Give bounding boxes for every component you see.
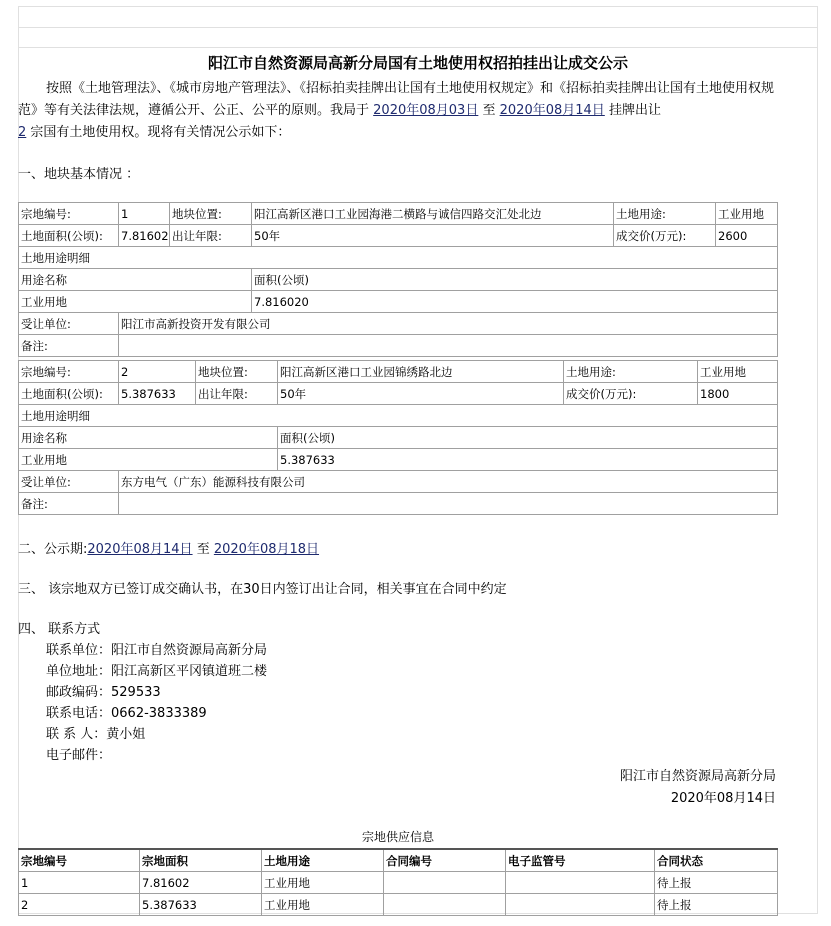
table-row xyxy=(19,894,778,916)
page-title: 阳江市自然资源局高新分局国有土地使用权招拍挂出让成交公示 xyxy=(207,54,628,72)
parcel-grantee: 阳江市高新投资开发有限公司 xyxy=(119,313,778,335)
parcel-count: 2 xyxy=(18,125,27,140)
cell-parcel-no: 1 xyxy=(19,872,140,894)
intro-text: 挂牌出让 xyxy=(608,103,661,118)
label-usage-name: 用途名称 xyxy=(19,427,278,449)
parcel-area: 7.81602 xyxy=(119,225,170,247)
signature-org: 阳江市自然资源局高新分局 xyxy=(619,769,776,784)
signature-date: 2020年08月14日 xyxy=(670,791,776,806)
label-usage-name: 用途名称 xyxy=(19,269,252,291)
section-3: 三、 该宗地双方已签订成交确认书，在30日内签订出让合同，相关事宜在合同中约定 xyxy=(18,582,507,597)
label-price: 成交价(万元): xyxy=(564,383,698,405)
cell-usage: 工业用地 xyxy=(262,872,384,894)
section-2 xyxy=(18,538,319,557)
label-usage: 土地用途: xyxy=(614,203,716,225)
cell-contract-no xyxy=(384,894,506,916)
label-parcel-no: 宗地编号: xyxy=(19,203,119,225)
divider xyxy=(18,27,818,28)
contact-email: 电子邮件： xyxy=(46,748,112,763)
divider xyxy=(18,47,818,48)
parcel-no: 1 xyxy=(119,203,170,225)
label-area-ha: 面积(公顷) xyxy=(252,269,778,291)
column-header: 宗地编号 xyxy=(19,849,140,872)
label-price: 成交价(万元): xyxy=(614,225,716,247)
column-header: 宗地面积 xyxy=(140,849,262,872)
column-header: 合同状态 xyxy=(655,849,778,872)
listing-start-date: 2020年08月03日 xyxy=(373,103,479,118)
cell-usage: 工业用地 xyxy=(262,894,384,916)
label-area-ha: 面积(公顷) xyxy=(278,427,778,449)
cell-status: 待上报 xyxy=(655,872,778,894)
label-area: 土地面积(公顷): xyxy=(19,225,119,247)
intro-text: 宗国有土地使用权。现将有关情况公示如下： xyxy=(30,125,291,140)
parcel-location: 阳江高新区港口工业园海港二横路与诚信四路交汇处北边 xyxy=(252,203,614,225)
label-usage-detail: 土地用途明细 xyxy=(19,405,778,427)
parcel-remarks xyxy=(119,493,778,515)
cell-status: 待上报 xyxy=(655,894,778,916)
contact-address: 单位地址：阳江高新区平冈镇道班二楼 xyxy=(46,664,268,679)
section-2-label: 二、公示期: xyxy=(18,542,88,557)
detail-usage: 工业用地 xyxy=(19,449,278,471)
parcel-remarks xyxy=(119,335,778,357)
parcel-term: 50年 xyxy=(278,383,564,405)
parcel-table-2 xyxy=(18,360,778,515)
label-location: 地块位置: xyxy=(196,361,278,383)
notice-start-date: 2020年08月14日 xyxy=(87,542,193,557)
detail-area: 7.816020 xyxy=(252,291,778,313)
section-1-title: 一、地块基本情况 ： xyxy=(18,167,140,182)
parcel-location: 阳江高新区港口工业园锦绣路北边 xyxy=(278,361,564,383)
label-grantee: 受让单位: xyxy=(19,471,119,493)
label-grantee: 受让单位: xyxy=(19,313,119,335)
detail-usage: 工业用地 xyxy=(19,291,252,313)
label-parcel-no: 宗地编号: xyxy=(19,361,119,383)
parcel-price: 1800 xyxy=(698,383,778,405)
to-word: 至 xyxy=(482,103,496,118)
cell-parcel-no: 2 xyxy=(19,894,140,916)
label-remarks: 备注: xyxy=(19,493,119,515)
parcel-term: 50年 xyxy=(252,225,614,247)
cell-area: 5.387633 xyxy=(140,894,262,916)
cell-area: 7.81602 xyxy=(140,872,262,894)
contact-person: 联 系 人：黄小姐 xyxy=(46,727,146,742)
column-header: 土地用途 xyxy=(262,849,384,872)
intro-text: 按照《土地管理法》、《城市房地产管理法》、《招标拍卖挂牌出让国有土地使用权规定》和《招标拍卖挂牌出让国有土地使用权规范》等有关法律法规，遵循公开、公正、公平的原则。我局于 xyxy=(18,81,775,118)
notice-end-date: 2020年08月18日 xyxy=(213,542,320,557)
parcel-table-1 xyxy=(18,202,778,357)
label-usage-detail: 土地用途明细 xyxy=(19,247,778,269)
parcel-usage: 工业用地 xyxy=(716,203,778,225)
to-word: 至 xyxy=(196,542,210,557)
section-4-title: 四、 联系方式 xyxy=(18,622,101,637)
label-usage: 土地用途: xyxy=(564,361,698,383)
parcel-no: 2 xyxy=(119,361,196,383)
cell-supervision-no xyxy=(506,872,655,894)
parcel-grantee: 东方电气（广东）能源科技有限公司 xyxy=(119,471,778,493)
label-remarks: 备注: xyxy=(19,335,119,357)
contact-postcode: 邮政编码：529533 xyxy=(46,685,161,700)
contact-phone: 联系电话：0662-3833389 xyxy=(46,706,207,721)
intro-paragraph xyxy=(18,78,788,144)
supply-header-row xyxy=(19,849,778,872)
parcel-price: 2600 xyxy=(716,225,778,247)
label-area: 土地面积(公顷): xyxy=(19,383,119,405)
label-term: 出让年限: xyxy=(196,383,278,405)
contact-unit: 联系单位：阳江市自然资源局高新分局 xyxy=(46,643,268,658)
cell-contract-no xyxy=(384,872,506,894)
parcel-area: 5.387633 xyxy=(119,383,196,405)
label-location: 地块位置: xyxy=(170,203,252,225)
column-header: 电子监管号 xyxy=(506,849,655,872)
listing-end-date: 2020年08月14日 xyxy=(499,103,605,118)
cell-supervision-no xyxy=(506,894,655,916)
parcel-usage: 工业用地 xyxy=(698,361,778,383)
supply-caption: 宗地供应信息 xyxy=(361,830,434,844)
label-term: 出让年限: xyxy=(170,225,252,247)
table-row xyxy=(19,872,778,894)
supply-table xyxy=(18,848,778,916)
column-header: 合同编号 xyxy=(384,849,506,872)
detail-area: 5.387633 xyxy=(278,449,778,471)
